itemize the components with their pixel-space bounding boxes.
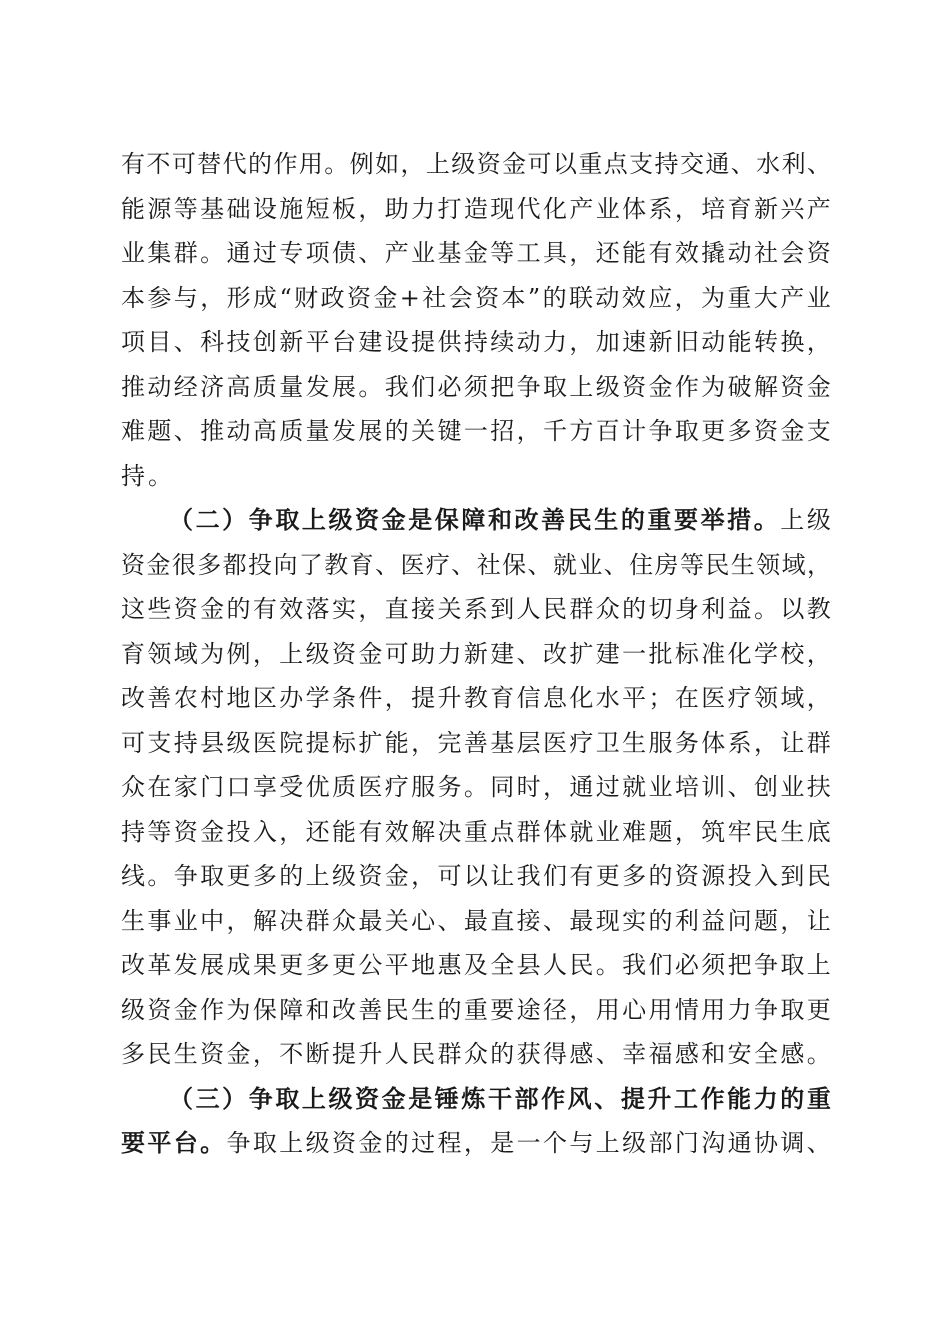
text-line: 难 题 、 推 动 高 质 量 发 展 的 关 键 一 招 ， 千 方 百 计 争 取 更 多 资 金 支: [121, 417, 831, 445]
text-line: 改 革 发 展 成 果 更 多 更 公 平 地 惠 及 全 县 人 民 。 我 们 必 须 把 争 取 上: [121, 951, 831, 979]
text-line: 多 民 生 资 金 ， 不 断 提 升 人 民 群 众 的 获 得 感 、 幸 福 感 和 安 全 感 。: [121, 1040, 831, 1068]
text-line: 持 。: [121, 461, 175, 490]
text-line: 这 些 资 金 的 有 效 落 实 ， 直 接 关 系 到 人 民 群 众 的 切 身 利 益 。 以 教: [121, 595, 831, 623]
text-line: 要 平 台 。 争 取 上 级 资 金 的 过 程 ， 是 一 个 与 上 级 部 门 沟 通 协 调 、: [121, 1128, 831, 1157]
text-line: （ 二 ） 争 取 上 级 资 金 是 保 障 和 改 善 民 生 的 重 要 举 措 。 上 级: [169, 505, 831, 534]
text-line: 资 金 很 多 都 投 向 了 教 育 、 医 疗 、 社 保 、 就 业 、 住 房 等 民 生 领 域 ，: [121, 550, 831, 579]
document-body: [121, 142, 831, 1166]
text-line: 可 支 持 县 级 医 院 提 标 扩 能 ， 完 善 基 层 医 疗 卫 生 服 务 体 系 ， 让 群: [121, 728, 831, 757]
text-line: 众 在 家 门 口 享 受 优 质 医 疗 服 务 。 同 时 ， 通 过 就 业 培 训 、 创 业 扶: [121, 773, 831, 801]
text-line: 能 源 等 基 础 设 施 短 板 ， 助 力 打 造 现 代 化 产 业 体 系 ， 培 育 新 兴 产: [121, 194, 831, 223]
text-line: 有 不 可 替 代 的 作 用 。 例 如 ， 上 级 资 金 可 以 重 点 支 持 交 通 、 水 利 、: [121, 150, 831, 178]
text-line: 级 资 金 作 为 保 障 和 改 善 民 生 的 重 要 途 径 ， 用 心 用 情 用 力 争 取 更: [121, 995, 831, 1024]
text-line: 育 领 域 为 例 ， 上 级 资 金 可 助 力 新 建 、 改 扩 建 一 批 标 准 化 学 校 ，: [121, 639, 831, 668]
text-line: 业 集 群 。 通 过 专 项 债 、 产 业 基 金 等 工 具 ， 还 能 有 效 撬 动 社 会 资: [121, 239, 831, 267]
text-line: 持 等 资 金 投 入 ， 还 能 有 效 解 决 重 点 群 体 就 业 难 题 ， 筑 牢 民 生 底: [121, 817, 831, 846]
text-line: 线 。 争 取 更 多 的 上 级 资 金 ， 可 以 让 我 们 有 更 多 的 资 源 投 入 到 民: [121, 862, 831, 890]
text-line: （ 三 ） 争 取 上 级 资 金 是 锤 炼 干 部 作 风 、 提 升 工 作 能 力 的 重: [169, 1083, 831, 1113]
text-line: 项 目 、 科 技 创 新 平 台 建 设 提 供 持 续 动 力 ， 加 速 新 旧 动 能 转 换 ，: [121, 328, 831, 356]
text-line: 改 善 农 村 地 区 办 学 条 件 ， 提 升 教 育 信 息 化 水 平 ； 在 医 疗 领 域 ，: [121, 684, 831, 712]
text-line: 推 动 经 济 高 质 量 发 展 。 我 们 必 须 把 争 取 上 级 资 金 作 为 破 解 资 金: [121, 372, 831, 401]
text-line: 本 参 与 ， 形 成 “ 财 政 资 金 + 社 会 资 本 ” 的 联 动 效 应 ， 为 重 大 产 业: [121, 283, 831, 312]
text-line: 生 事 业 中 ， 解 决 群 众 最 关 心 、 最 直 接 、 最 现 实 的 利 益 问 题 ， 让: [121, 906, 831, 935]
